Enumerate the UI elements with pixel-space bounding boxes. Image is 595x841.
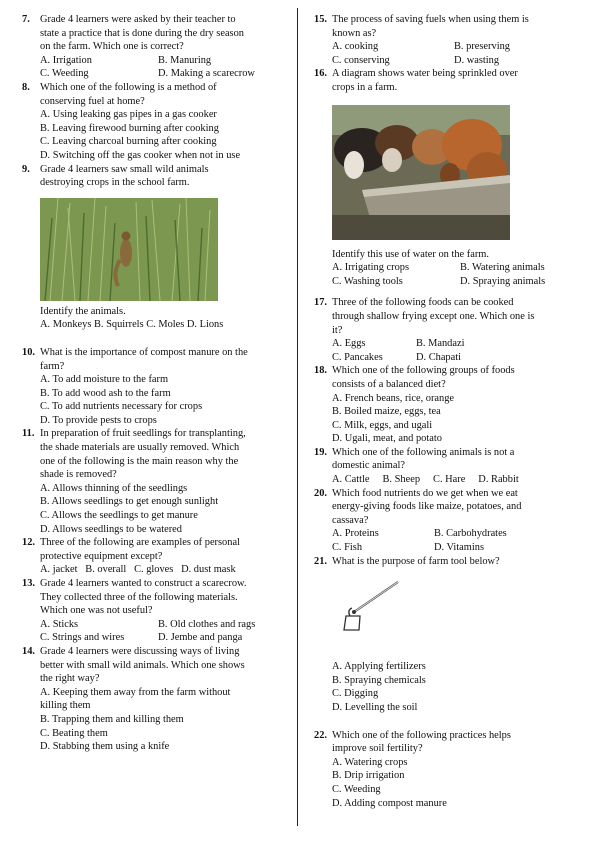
stem-line: Which one of the following animals is not a [332, 446, 515, 458]
option-b[interactable]: B. Trapping them and killing them [40, 713, 184, 725]
left-column [22, 13, 284, 754]
stem-line: consists of a balanced diet? [332, 378, 446, 390]
option-b[interactable]: B. Drip irrigation [332, 770, 405, 782]
option-a[interactable]: A. French beans, rice, orange [332, 392, 455, 404]
option-b[interactable]: B. preserving [454, 41, 510, 53]
question-14 [22, 645, 284, 754]
option-c[interactable]: C. Fish [332, 542, 363, 554]
stem-line: farm? [40, 360, 65, 372]
option-a[interactable]: A. Irrigating crops [332, 262, 410, 274]
option-b[interactable]: B. Mandazi [416, 338, 465, 350]
question-number: 10. [22, 346, 35, 358]
question-number: 18. [314, 365, 327, 377]
question-11 [22, 427, 284, 536]
stem-line: state a practice that is done during the dry season [40, 27, 244, 39]
stem-line: shade is removed? [40, 469, 117, 481]
question-12 [22, 536, 284, 577]
option-b[interactable]: B. Spraying chemicals [332, 674, 426, 686]
option-d[interactable]: D. Levelling the soil [332, 702, 418, 713]
stem-line: improve soil fertility? [332, 743, 423, 755]
question-number: 12. [22, 537, 35, 549]
option-a[interactable]: A. Watering crops [332, 756, 408, 768]
question-16 [314, 67, 576, 288]
stem-line: Identify the animals. [40, 305, 126, 317]
option-d[interactable]: D. Chapati [416, 351, 462, 363]
option-a[interactable]: A. cooking [332, 41, 379, 53]
stem-line: Which one of the following practices helps [332, 729, 511, 741]
stem-line: What is the importance of compost manure on the [40, 346, 248, 358]
option-c[interactable]: C. Leaving charcoal burning after cooking [40, 136, 217, 148]
stem-line: Grade 4 learners wanted to construct a scarecrow. [40, 578, 247, 589]
stem-line: conserving fuel at home? [40, 95, 145, 107]
hoe-tool-drawing [332, 578, 576, 646]
right-column [314, 13, 576, 810]
stem-line: Which food nutrients do we get when we eat [332, 487, 518, 499]
option-d[interactable]: D. Stabbing them using a knife [40, 741, 170, 753]
stem-line: one of the following is the main reason why the [40, 455, 239, 467]
option-b[interactable]: B. Old clothes and rags [158, 618, 256, 630]
question-number: 16. [314, 68, 327, 80]
stem-line: the shade materials are usually removed. Which [40, 442, 240, 454]
option-b[interactable]: B. Manuring [158, 54, 212, 66]
option-c[interactable]: C. Beating them [40, 727, 108, 739]
question-number: 14. [22, 645, 35, 657]
question-stem [40, 13, 284, 54]
option-c[interactable]: C. Allows the seedlings to get manure [40, 510, 198, 522]
option-d[interactable]: D. Adding compost manure [332, 797, 447, 809]
option-c[interactable]: C. Washing tools [332, 275, 403, 287]
question-number: 22. [314, 729, 327, 741]
stem-line: Which one of the following groups of foods [332, 365, 515, 377]
option-a[interactable]: A. Using leaking gas pipes in a gas cooker [40, 109, 217, 121]
option-a[interactable]: A. Allows thinning of the seedlings [40, 482, 188, 494]
option-a[interactable]: A. Irrigation [40, 54, 92, 66]
stem-line: They collected three of the following materials. [40, 591, 238, 603]
option-d[interactable]: D. wasting [454, 54, 500, 66]
stem-line: destroying crops in the school farm. [40, 177, 190, 189]
question-number: 19. [314, 446, 327, 458]
question-18 [314, 364, 576, 446]
option-d[interactable]: D. Making a scarecrow [158, 68, 255, 80]
cattle-drinking-photo [332, 105, 576, 240]
option-c[interactable]: C. Weeding [332, 783, 381, 795]
question-15 [314, 13, 576, 67]
option-c[interactable]: C. conserving [332, 54, 390, 66]
option-c[interactable]: C. To add nutrients necessary for crops [40, 401, 203, 413]
stem-line: protective equipment except? [40, 550, 163, 562]
stem-line: Grade 4 learners saw small wild animals [40, 163, 209, 175]
stem-line: What is the purpose of farm tool below? [332, 555, 500, 567]
stem-line: known as? [332, 27, 377, 39]
question-19 [314, 446, 576, 487]
stem-line: through shallow frying except one. Which one is [332, 310, 535, 322]
option-a[interactable]: A. To add moisture to the farm [40, 374, 169, 386]
question-22 [314, 729, 576, 811]
option-a[interactable]: A. Keeping them away from the farm without [40, 686, 231, 698]
stem-line: The process of saving fuels when using them is [332, 14, 529, 25]
stem-line: energy-giving foods like maize, potatoes, and [332, 501, 522, 513]
stem-line: Grade 4 learners were asked by their teacher to [40, 14, 236, 25]
option-d[interactable]: D. Allows seedlings to be watered [40, 523, 182, 535]
stem-line: the right way? [40, 673, 100, 685]
stem-line: crops in a farm. [332, 81, 398, 93]
stem-line: Grade 4 learners were discussing ways of living [40, 645, 240, 657]
stem-line: Which one of the following is a method of [40, 81, 217, 93]
question-number: 11. [22, 428, 35, 440]
option-a-continued[interactable]: killing them [40, 700, 91, 712]
option-c[interactable]: C. Pancakes [332, 351, 383, 363]
options-line[interactable]: A. Cattle B. Sheep C. Hare D. Rabbit [332, 474, 519, 486]
option-a[interactable]: A. Sticks [40, 618, 79, 630]
squirrel-in-grass-photo [40, 198, 284, 301]
option-b[interactable]: B. Carbohydrates [434, 528, 507, 540]
stem-line: Three of the following are examples of personal [40, 537, 240, 549]
option-d[interactable]: D. Vitamins [434, 542, 484, 554]
option-b[interactable]: B. Boiled maize, eggs, tea [332, 406, 441, 418]
question-10 [22, 346, 284, 428]
question-number: 21. [314, 555, 327, 567]
options-line[interactable]: A. jacket B. overall C. gloves D. dust mask [40, 564, 236, 576]
question-number: 17. [314, 297, 327, 309]
column-divider [297, 8, 298, 826]
option-a[interactable]: A. Applying fertilizers [332, 661, 426, 673]
option-b[interactable]: B. To add wood ash to the farm [40, 387, 171, 399]
question-number: 8. [22, 81, 30, 93]
question-8 [22, 81, 284, 163]
option-c[interactable]: C. Weeding [40, 68, 89, 80]
option-a[interactable]: A. Eggs [332, 338, 366, 350]
option-c[interactable]: C. Digging [332, 688, 379, 700]
stem-line: Identify this use of water on the farm. [332, 248, 489, 260]
stem-line: A diagram shows water being sprinkled over [332, 68, 518, 80]
question-17 [314, 296, 576, 364]
stem-line: better with small wild animals. Which one shows [40, 659, 245, 671]
question-number: 15. [314, 14, 327, 25]
stem-line: cassava? [332, 514, 369, 526]
question-9 [22, 163, 284, 332]
option-b[interactable]: B. Allows seedlings to get enough sunlight [40, 496, 219, 508]
stem-line: domestic animal? [332, 460, 405, 472]
stem-line: Three of the following foods can be cooked [332, 297, 514, 309]
option-b[interactable]: B. Watering animals [460, 262, 545, 274]
question-number: 20. [314, 487, 327, 499]
question-number: 7. [22, 14, 30, 25]
option-d[interactable]: D. Jembe and panga [158, 632, 243, 644]
question-number: 13. [22, 578, 35, 589]
option-d[interactable]: D. Switching off the gas cooker when not in use [40, 149, 241, 161]
stem-line: In preparation of fruit seedlings for transplanting, [40, 428, 246, 440]
question-13 [22, 577, 284, 645]
option-d[interactable]: D. Spraying animals [460, 275, 546, 287]
option-a[interactable]: A. Proteins [332, 528, 379, 540]
question-7 [22, 13, 284, 81]
question-21 [314, 555, 576, 715]
stem-line: Which one was not useful? [40, 605, 153, 617]
option-b[interactable]: B. Leaving firewood burning after cooking [40, 122, 219, 134]
option-d[interactable]: D. Ugali, meat, and potato [332, 433, 442, 445]
option-c[interactable]: C. Strings and wires [40, 632, 125, 644]
option-d[interactable]: D. To provide pests to crops [40, 414, 157, 426]
question-20 [314, 487, 576, 555]
options-line[interactable]: A. Monkeys B. Squirrels C. Moles D. Lions [40, 319, 224, 331]
stem-line: on the farm. Which one is correct? [40, 41, 184, 53]
option-c[interactable]: C. Milk, eggs, and ugali [332, 419, 433, 431]
stem-line: it? [332, 324, 343, 336]
question-number: 9. [22, 163, 30, 175]
